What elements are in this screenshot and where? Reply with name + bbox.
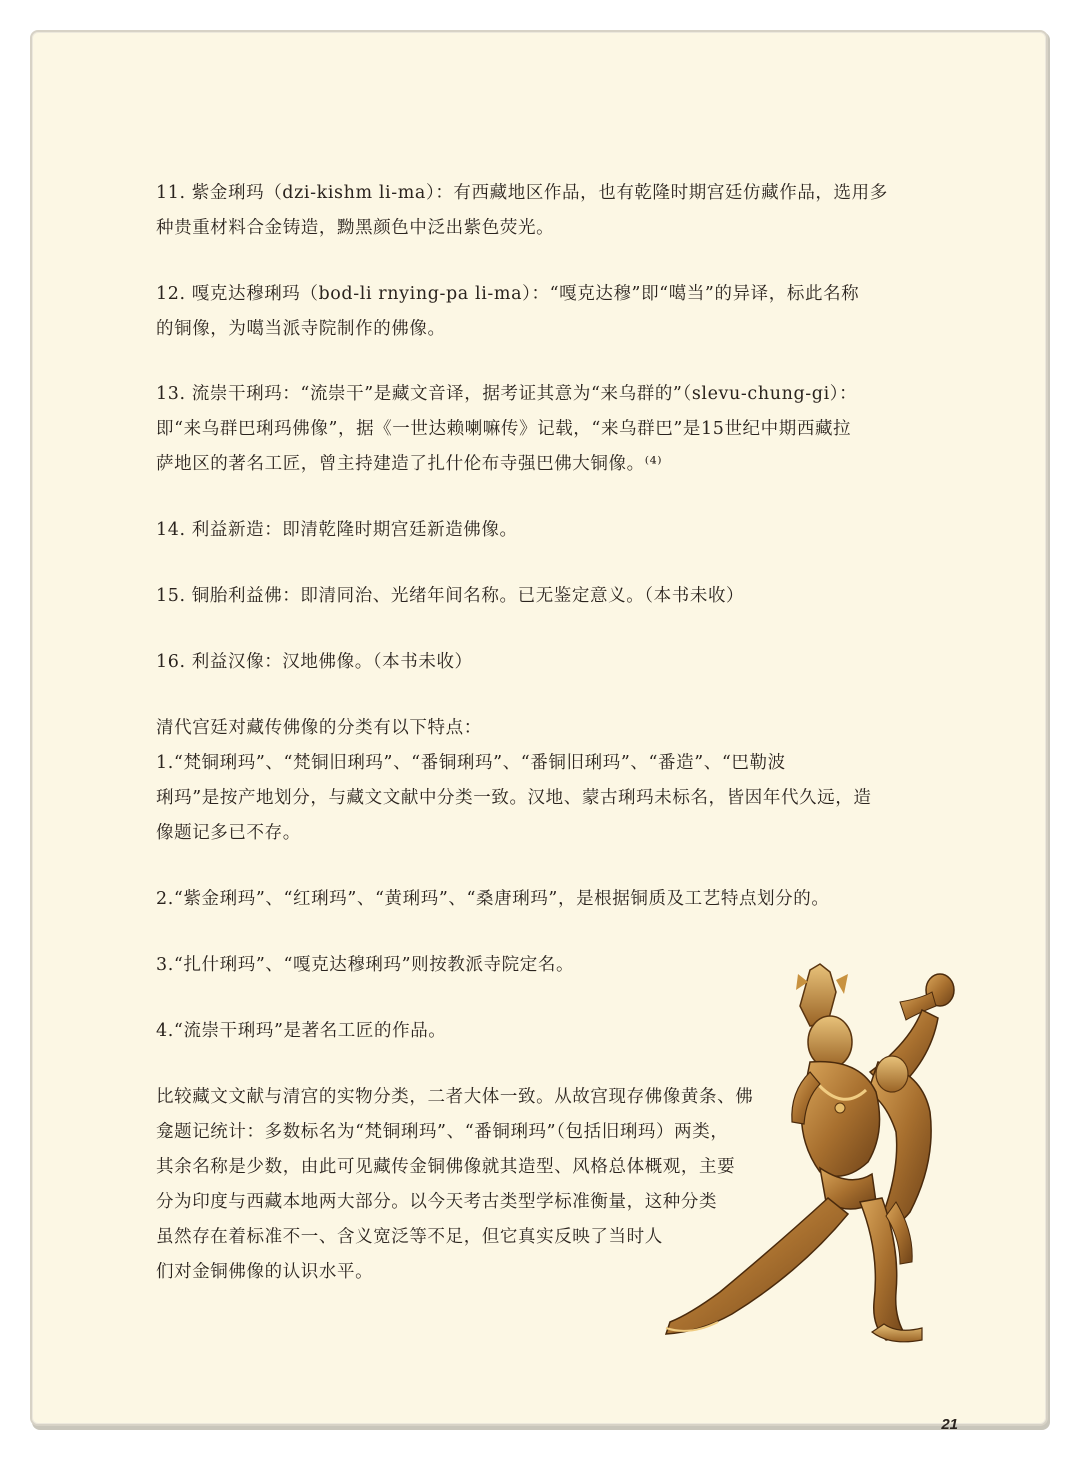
paragraph-item-11 xyxy=(156,176,888,246)
bronze-deity-figure xyxy=(660,962,980,1362)
text-line: 4.“流崇干琍玛”是著名工匠的作品。 xyxy=(156,1021,447,1041)
feature-item-2 xyxy=(156,882,829,917)
text-line: 种贵重材料合金铸造，黝黑颜色中泛出紫色荧光。 xyxy=(156,218,555,238)
paragraph-item-16 xyxy=(156,645,473,680)
text-line: 12. 嘎克达穆琍玛（bod-li rnying-pa li-ma）：“嘎克达穆”即“噶当”的异译，标此名称 xyxy=(156,284,860,304)
feature-item-3 xyxy=(156,948,574,983)
text-line: 像题记多已不存。 xyxy=(156,823,301,843)
text-line: 16. 利益汉像：汉地佛像。（本书未收） xyxy=(156,652,473,672)
text-line: 2.“紫金琍玛”、“红琍玛”、“黄琍玛”、“桑唐琍玛”，是根据铜质及工艺特点划分的。 xyxy=(156,889,830,909)
text-line: 即“来乌群巴琍玛佛像”，据《一世达赖喇嘛传》记载，“来乌群巴”是15世纪中期西藏拉 xyxy=(156,419,852,439)
text-line: 14. 利益新造：即清乾隆时期宫廷新造佛像。 xyxy=(156,520,518,540)
paragraph-item-15 xyxy=(156,579,744,614)
page-number: 21 xyxy=(941,1416,958,1433)
text-line: 11. 紫金琍玛（dzi-kishm li-ma）：有西藏地区作品，也有乾隆时期宫廷仿藏作品，选用多 xyxy=(156,183,888,203)
text-line: 萨地区的著名工匠，曾主持建造了扎什伦布寺强巴佛大铜像。⁽⁴⁾ xyxy=(156,454,663,474)
features-paragraph xyxy=(156,711,871,851)
text-line: 的铜像，为噶当派寺院制作的佛像。 xyxy=(156,319,446,339)
paragraph-item-14 xyxy=(156,513,518,548)
paragraph-item-13 xyxy=(156,377,857,482)
text-line: 其余名称是少数，由此可见藏传金铜佛像就其造型、风格总体概观，主要 xyxy=(156,1157,736,1177)
text-line: 比较藏文文献与清宫的实物分类，二者大体一致。从故宫现存佛像黄条、佛 xyxy=(156,1087,754,1107)
feature-item-4 xyxy=(156,1014,446,1049)
text-line: 琍玛”是按产地划分，与藏文文献中分类一致。汉地、蒙古琍玛未标名，皆因年代久远，造 xyxy=(156,788,872,808)
text-line: 15. 铜胎利益佛：即清同治、光绪年间名称。已无鉴定意义。（本书未收） xyxy=(156,586,745,606)
paragraph-item-12 xyxy=(156,277,859,347)
book-page xyxy=(30,30,1048,1433)
text-line: 分为印度与西藏本地两大部分。以今天考古类型学标准衡量，这种分类 xyxy=(156,1192,718,1212)
text-line: 虽然存在着标准不一、含义宽泛等不足，但它真实反映了当时人 xyxy=(156,1227,663,1247)
text-line: 们对金铜佛像的认识水平。 xyxy=(156,1262,374,1282)
text-line: 13. 流崇干琍玛：“流崇干”是藏文音译，据考证其意为“来乌群的”（slevu-chung-gi）： xyxy=(156,384,858,404)
text-line: 3.“扎什琍玛”、“嘎克达穆琍玛”则按教派寺院定名。 xyxy=(156,955,575,975)
text-line: 1.“梵铜琍玛”、“梵铜旧琍玛”、“番铜琍玛”、“番铜旧琍玛”、“番造”、“巴勒波 xyxy=(156,753,786,773)
text-line: 龛题记统计：多数标名为“梵铜琍玛”、“番铜琍玛”（包括旧琍玛）两类， xyxy=(156,1122,729,1142)
text-line: 清代宫廷对藏传佛像的分类有以下特点： xyxy=(156,718,482,738)
